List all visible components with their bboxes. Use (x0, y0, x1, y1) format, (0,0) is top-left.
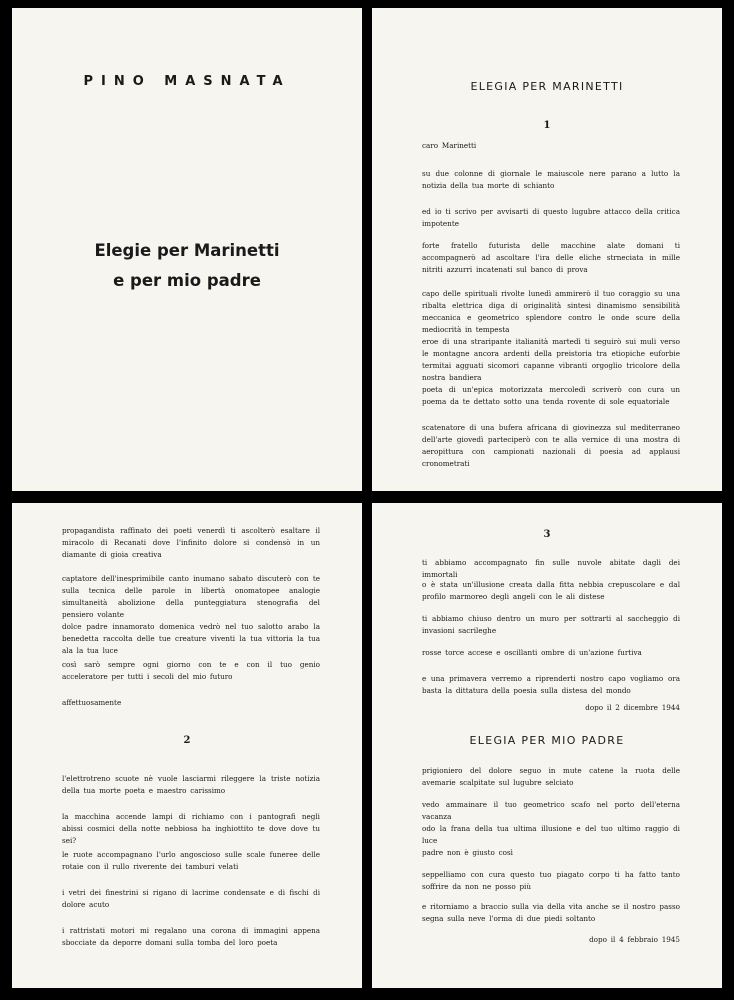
paragraph: le ruote accompagnano l'urlo angoscioso sulle scale funeree delle rotaie con il rullo riverente dei tamburi velati (62, 850, 320, 871)
paragraph: scatenatore di una bufera africana di giovinezza sul mediterraneo dell'arte giovedì parteciperò con te alla vernice di una mostra di aeropittura con campionati nazionali di poesia ad applausi cronometrati (422, 423, 680, 468)
paragraph: forte fratello futurista delle macchine alate domani ti accompagnerò ad ascoltare l'ira delle eliche strneciata in mille nitriti azzurri incatenati sul banco di prova (422, 241, 680, 274)
paragraph: i vetri dei finestrini si rigano di lacrime condensate e di fischi di dolore acuto (62, 888, 320, 909)
paragraph: padre non è giusto così (422, 848, 513, 857)
section-number: 2 (183, 735, 191, 746)
section-number: 1 (543, 120, 551, 131)
paragraph: i rattristati motori mi regalano una corona di immagini appena sbocciate da deporre domani sulla tomba del loro poeta (62, 926, 320, 947)
page-elegia-marinetti-1 (372, 8, 722, 491)
paragraph: ed io ti scrivo per avvisarti di questo lugubre attacco della critica impotente (422, 207, 680, 228)
paragraph: così sarò sempre ogni giorno con te e con il tuo genio acceleratore per tutti i secoli del mio futuro (62, 660, 320, 681)
paragraph: su due colonne di giornale le maiuscole nere parano a lutto la notizia della tua morte di schianto (422, 169, 680, 190)
paragraph: e ritorniamo a braccio sulla via della vita anche se il nostro passo segna sulla neve l'orma di due piedi soltanto (422, 902, 680, 923)
paragraph: caro Marinetti (422, 141, 477, 150)
book-title-line-2: e per mio padre (113, 271, 261, 290)
page-elegia-marinetti-2 (12, 503, 362, 988)
paragraph: ti abbiamo chiuso dentro un muro per sottrarti al saccheggio di invasioni sacrileghe (422, 614, 680, 635)
paragraph: odo la frana della tua ultima illusione e del tuo ultimo raggio di luce (422, 824, 680, 845)
paragraph: affettuosamente (62, 698, 122, 707)
elegy-heading: ELEGIA PER MIO PADRE (469, 734, 625, 747)
paragraph: dolce padre innamorato domenica vedrò nel tuo salotto arabo la benedetta raccolta delle tue creature viventi la tua vittoria la tua ala la tua luce (62, 622, 320, 655)
section-number: 3 (543, 529, 551, 540)
page-elegia-3-e-padre (372, 503, 722, 988)
paragraph: capo delle spirituali rivolte lunedì ammirerò il tuo coraggio su una ribalta elettrica diga di originalità sintesi dinamismo sensibilità meccanica e geometrico splendore contro le onde scure della mediocrità in tempesta (422, 289, 680, 334)
date-line: dopo il 2 dicembre 1944 (585, 703, 680, 712)
paragraph: o è stata un'illusione creata dalla fitta nebbia crepuscolare e dal profilo marmoreo degli angeli con le ali distese (422, 580, 680, 601)
paragraph: e una primavera verremo a riprenderti nostro capo vogliamo ora basta la dittatura della poesia sulla distesa del mondo (422, 674, 680, 695)
date-line: dopo il 4 febbraio 1945 (589, 935, 680, 944)
elegy-heading: ELEGIA PER MARINETTI (470, 80, 624, 93)
book-title (12, 236, 362, 296)
author-name: PINO MASNATA (83, 74, 291, 89)
paragraph: prigioniero del dolore seguo in mute catene la ruota delle avemarie scalpitate sul lugubre selciato (422, 766, 680, 787)
paragraph: poeta di un'epica motorizzata mercoledì scriverò con cura un poema da te dettato sotto una tenda rovente di sole equatoriale (422, 385, 680, 406)
paragraph: la macchina accende lampi di richiamo con i pantografi negli abissi cosmici della notte nebbiosa ha inghiottito te dove dove tu sei? (62, 812, 320, 845)
paragraph: seppelliamo con cura questo tuo piagato corpo ti ha fatto tanto soffrire da non ne posso più (422, 870, 680, 891)
title-page (12, 8, 362, 491)
book-title-line-1: Elegie per Marinetti (94, 241, 280, 260)
paragraph: captatore dell'inesprimibile canto inumano sabato discuterò con te sulla tecnica delle parole in libertà onomatopee analogie simultaneità abolizione della punteggiatura stenografia del pensiero volante (62, 574, 320, 619)
paragraph: propagandista raffinato dei poeti venerdì ti ascolterò esaltare il miracolo di Recanati dove l'infinito dolore si condensò in un diamante di gioia creativa (62, 526, 320, 559)
paragraph: l'elettrotreno scuote nè vuole lasciarmi rileggere la triste notizia della tua morte poeta e maestro carissimo (62, 774, 320, 795)
paragraph: eroe di una straripante italianità martedì ti seguirò sui muli verso le montagne ancora ardenti della preistoria tra etiopiche euforbie termitai agguati sicomori capanne vibranti orgoglio tricolore della nostra bandiera (422, 337, 680, 382)
paragraph: vedo ammainare il tuo geometrico scafo nel porto dell'eterna vacanza (422, 800, 680, 821)
paragraph: rosse torce accese e oscillanti ombre di un'azione furtiva (422, 648, 642, 657)
paragraph: ti abbiamo accompagnato fin sulle nuvole abitate dagli dei immortali (422, 558, 680, 579)
